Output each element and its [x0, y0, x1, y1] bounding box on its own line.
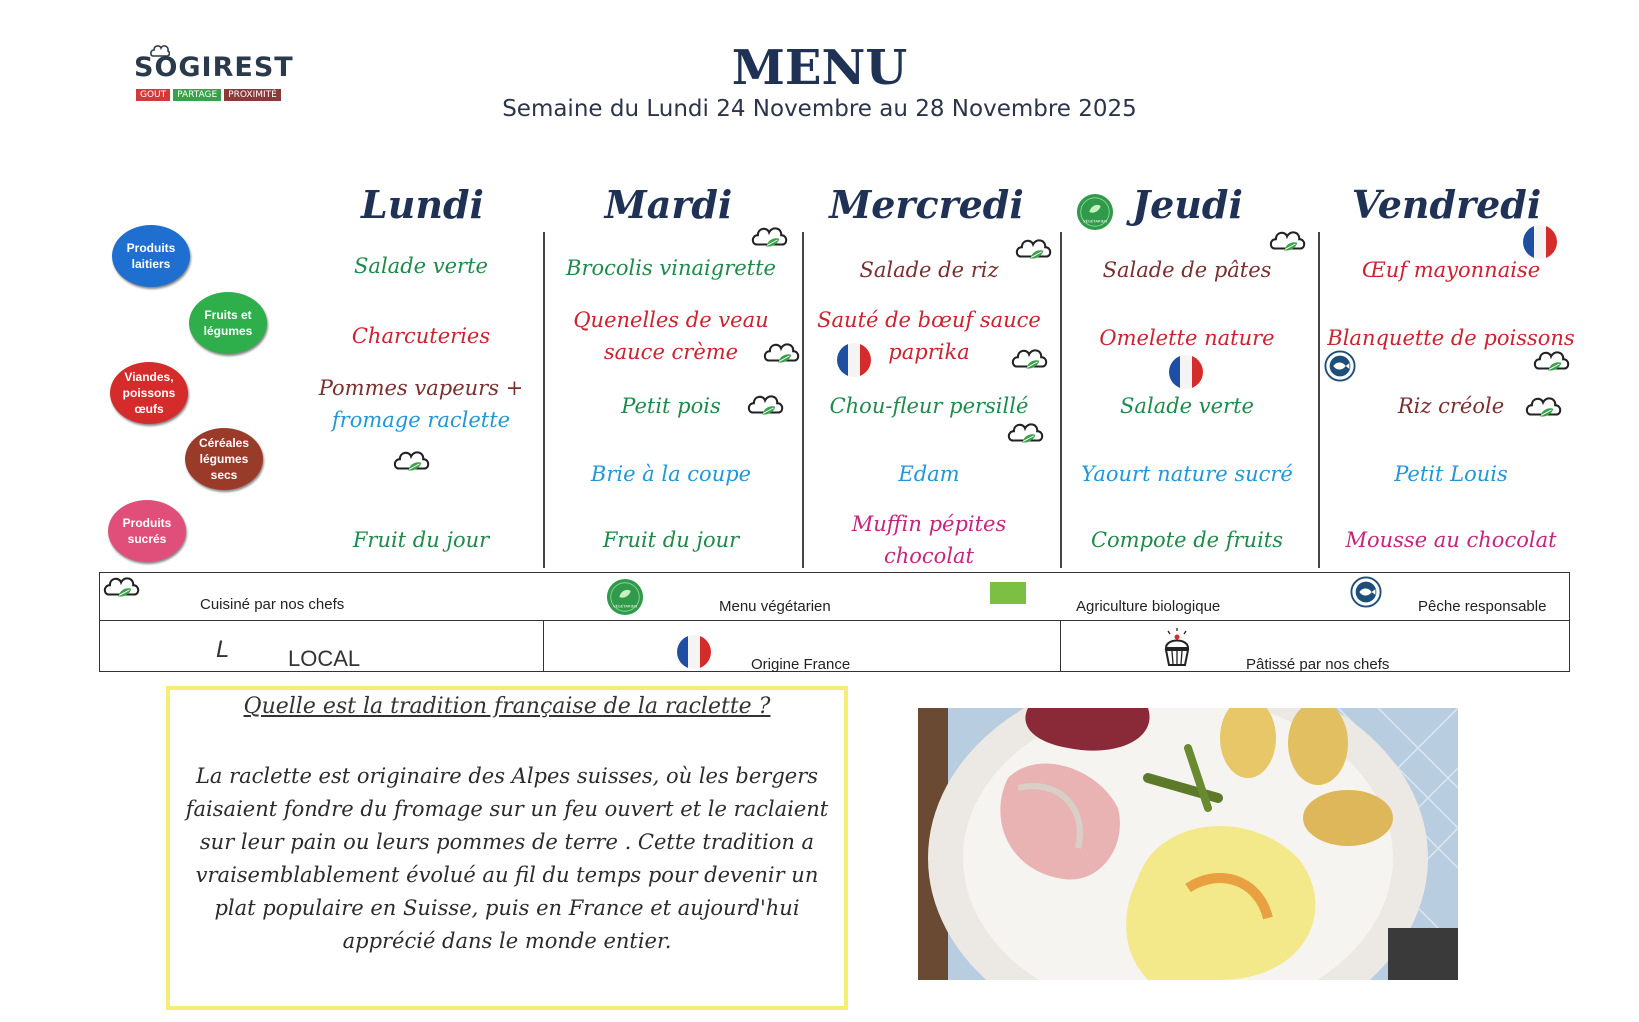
dish-jeudi-dairy: Yaourt nature sucré: [1081, 462, 1293, 486]
local-letter: L: [216, 636, 230, 663]
week-subtitle: Semaine du Lundi 24 Novembre au 28 Novembre 2025: [502, 96, 1137, 122]
legend-pastry: Pâtissé par nos chefs: [1246, 656, 1390, 673]
tradition-text: La raclette est originaire des Alpes suisses, où les bergers faisaient fondre du fromage sur un feu ouvert et le raclaient sur leur pain ou leurs pommes de terre . Cette tradition a vraisemblablement évolué au fil du temps pour devenir un plat populaire en Suisse, puis en France et aujourd'hui apprécié dans le monde entier.: [185, 764, 829, 953]
dish-mercredi-dessert-2: chocolat: [883, 544, 974, 568]
chef-icon: [392, 448, 432, 476]
dish-jeudi-main: Omelette nature: [1099, 326, 1275, 350]
chef-icon: [1524, 394, 1564, 422]
tradition-question: Quelle est la tradition française de la raclette ?: [243, 694, 771, 719]
category-fruits-vegetables: Fruits et légumes: [189, 292, 267, 354]
chef-icon: [102, 574, 142, 602]
responsible-fishing-icon: [1350, 576, 1382, 608]
page-title: MENU: [731, 40, 908, 96]
dish-vendredi-starter: Œuf mayonnaise: [1361, 258, 1541, 282]
column-divider: [802, 232, 804, 568]
raclette-photo: [918, 708, 1458, 980]
france-flag-icon: [676, 634, 712, 670]
dish-vendredi-side: Riz créole: [1397, 394, 1505, 418]
dish-mercredi-cheese: Edam: [898, 462, 960, 486]
brand-tag: PARTAGE: [173, 89, 221, 101]
chef-icon: [762, 340, 802, 368]
vegetarian-icon: [606, 578, 644, 616]
organic-leaf-icon: [990, 582, 1026, 604]
day-header-vendredi: Vendredi: [1351, 182, 1542, 227]
brand-tag: GOUT: [136, 89, 170, 101]
brand-logo: SOGIREST: [134, 52, 294, 83]
legend-cell-divider: [1060, 620, 1061, 672]
legend-cell-divider: [543, 620, 544, 672]
day-header-lundi: Lundi: [361, 182, 484, 227]
dish-mardi-dessert: Fruit du jour: [602, 528, 740, 552]
dish-mercredi-side: Chou-fleur persillé: [829, 394, 1029, 418]
legend-chefs: Cuisiné par nos chefs: [200, 596, 345, 613]
dish-lundi-cheese: fromage raclette: [331, 408, 511, 432]
vegetarian-icon: [1076, 193, 1114, 231]
brand-tag: PROXIMITÉ: [224, 89, 281, 101]
dish-lundi-starter: Salade verte: [354, 254, 488, 278]
dish-mercredi-starter: Salade de riz: [859, 258, 999, 282]
dish-mardi-main-1: Quenelles de veau: [573, 308, 769, 332]
column-divider: [1060, 232, 1062, 568]
day-header-mardi: Mardi: [604, 182, 733, 227]
dish-mardi-main-2: sauce crème: [603, 340, 739, 364]
chef-icon: [1006, 420, 1046, 448]
dish-jeudi-side: Salade verte: [1120, 394, 1254, 418]
chef-icon: [1010, 346, 1050, 374]
category-meat-fish-eggs: Viandes, poissons œufs: [110, 362, 188, 424]
dish-vendredi-cheese: Petit Louis: [1394, 462, 1508, 486]
legend-vegetarian: Menu végétarien: [719, 598, 831, 615]
chef-icon: [746, 392, 786, 420]
category-sweets: Produits sucrés: [108, 500, 186, 562]
dish-lundi-side: Pommes vapeurs +: [318, 376, 524, 400]
legend-fishing: Pêche responsable: [1418, 598, 1547, 615]
legend-row-divider: [99, 620, 1570, 621]
cupcake-icon: [1158, 628, 1196, 668]
dish-mercredi-main-2: paprika: [888, 340, 970, 364]
day-header-mercredi: Mercredi: [829, 182, 1024, 227]
legend-origin: Origine France: [751, 656, 851, 673]
chef-icon: [1268, 228, 1308, 256]
dish-mardi-side: Petit pois: [621, 394, 721, 418]
chef-icon: [750, 224, 790, 252]
day-header-jeudi: Jeudi: [1132, 182, 1243, 227]
legend-local: LOCAL: [288, 646, 361, 671]
dish-mardi-starter: Brocolis vinaigrette: [566, 256, 776, 280]
category-cereals: Céréales légumes secs: [185, 428, 263, 490]
dish-lundi-main: Charcuteries: [351, 324, 491, 348]
dish-vendredi-dessert: Mousse au chocolat: [1345, 528, 1557, 552]
dish-mardi-cheese: Brie à la coupe: [590, 462, 752, 486]
dish-vendredi-main: Blanquette de poissons: [1327, 326, 1575, 350]
chef-icon: [1014, 236, 1054, 264]
dish-mercredi-main-1: Sauté de bœuf sauce: [817, 308, 1041, 332]
chef-icon: [1532, 348, 1572, 376]
dish-mercredi-dessert-1: Muffin pépites: [851, 512, 1007, 536]
dish-lundi-dessert: Fruit du jour: [352, 528, 490, 552]
category-dairy: Produits laitiers: [112, 225, 190, 287]
legend-organic: Agriculture biologique: [1076, 598, 1221, 615]
dish-jeudi-starter: Salade de pâtes: [1102, 258, 1272, 282]
responsible-fishing-icon: [1324, 350, 1356, 382]
france-flag-icon: [1168, 354, 1204, 390]
column-divider: [1318, 232, 1320, 568]
dish-jeudi-dessert: Compote de fruits: [1090, 528, 1284, 552]
